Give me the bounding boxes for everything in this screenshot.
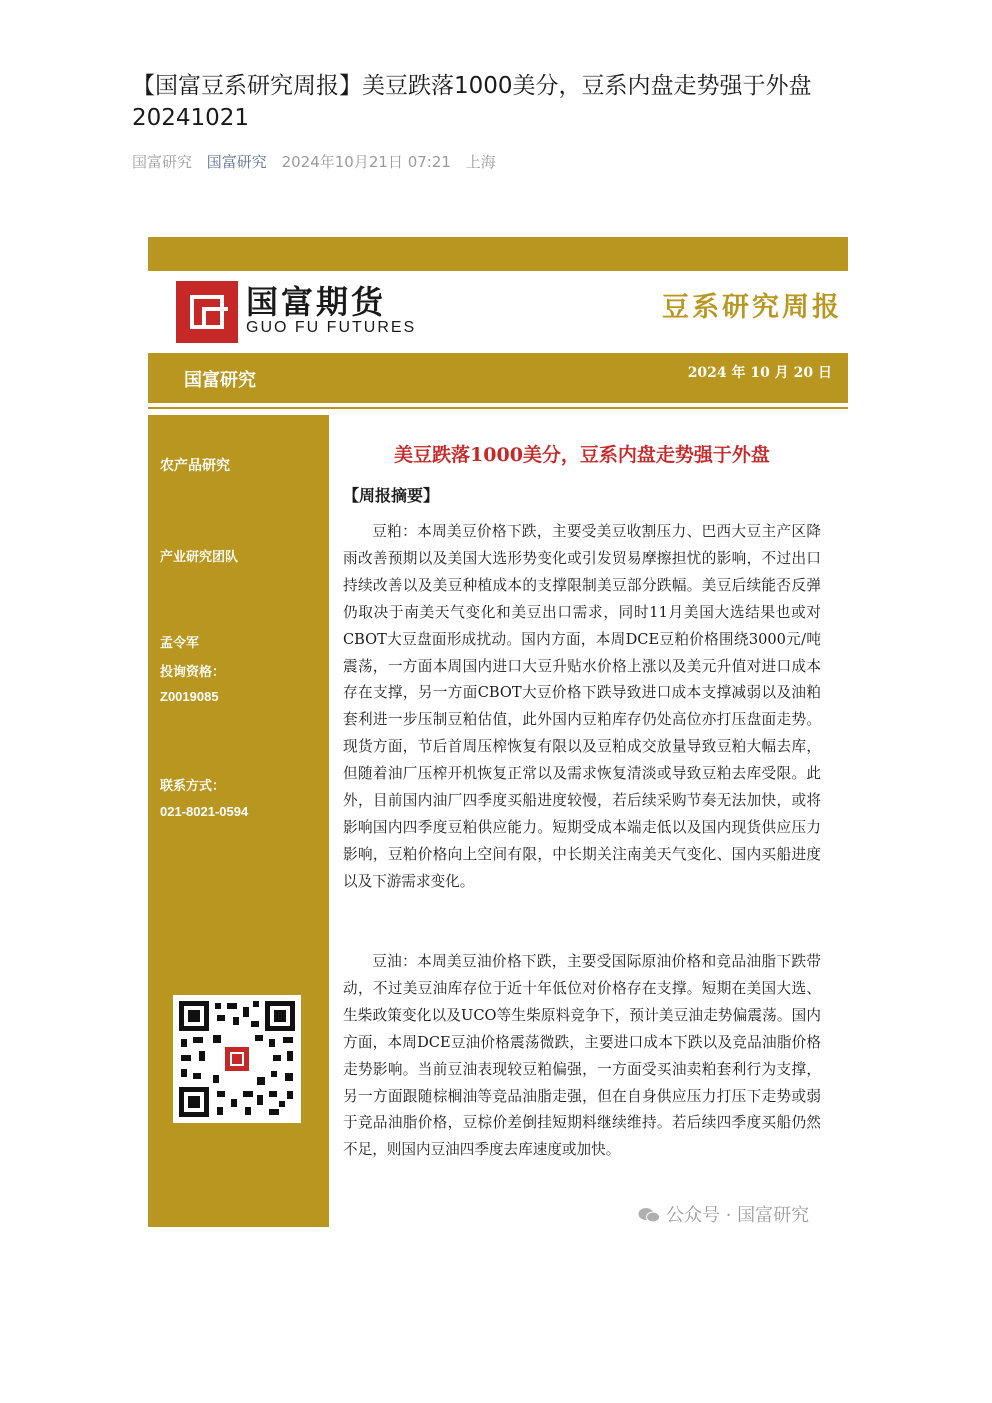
summary-label: 【周报摘要】: [343, 486, 440, 505]
watermark-text: 公众号 · 国富研究: [666, 1205, 810, 1226]
report-date: 2024 年 10 月 20 日: [687, 365, 832, 381]
location: 上海: [465, 153, 496, 171]
report-image: [148, 237, 848, 1227]
logo-chinese-name: 国富期货: [246, 283, 387, 321]
logo-english-name: GUO FU FUTURES: [246, 319, 417, 336]
qr-code-icon: [173, 995, 301, 1123]
team-label: 产业研究团队: [160, 550, 239, 565]
account-watermark: [638, 1201, 809, 1227]
publish-time: 2024年10月21日 07:21: [281, 153, 451, 171]
analyst-name: 孟令军: [160, 636, 200, 651]
article-meta: [132, 151, 506, 172]
wechat-icon: [638, 1207, 660, 1223]
soymeal-paragraph: 豆粕：本周美豆价格下跌，主要受美豆收割压力、巴西大豆主产区降雨改善预期以及美国大选形势变化或引发贸易摩擦担忧的影响，不过出口持续改善以及美豆种植成本的支撑限制美豆部分跌幅。美豆后续能否反弹仍取决于南美天气变化和美豆出口需求，同时11月美国大选结果也或对CBOT大豆盘面形成扰动。国内方面，本周DCE豆粕价格围绕3000元/吨震荡，一方面本周国内进口大豆升贴水价格上涨以及美元升值对进口成本存在支撑，另一方面CBOT大豆价格下跌导致进口成本支撑减弱以及油粕套利进一步压制豆粕估值，此外国内豆粕库存仍处高位亦打压盘面走势。现货方面，节后首周压榨恢复有限以及豆粕成交放量导致豆粕大幅去库，但随着油厂压榨开机恢复正常以及需求恢复清淡或导致豆粕去库受限。此外，目前国内油厂四季度买船进度较慢，若后续采购节奏无法加快，或将影响国内四季度豆粕供应能力。短期受成本端走低以及国内现货供应压力影响，豆粕价格向上空间有限，中长期关注南美天气变化、国内买船进度以及下游需求变化。: [343, 523, 821, 890]
report-headline: 美豆跌落1000美分，豆系内盘走势强于外盘: [394, 444, 770, 466]
report-sidebar: [148, 415, 329, 1227]
account-link[interactable]: 国富研究: [206, 153, 267, 171]
divider: [148, 407, 848, 409]
license-number: Z0019085: [160, 689, 219, 704]
phone-number: 021-8021-0594: [160, 804, 249, 819]
company-logo-icon: [176, 281, 238, 343]
soyoil-paragraph: 豆油：本周美豆油价格下跌，主要受国际原油价格和竞品油脂下跌带动，不过美豆油库存位于近十年低位对价格存在支撑。短期在美国大选、生柴政策变化以及UCO等生柴原料竞争下，预计美豆油走势偏震荡。国内方面，本周DCE豆油价格震荡微跌，主要进口成本下跌以及竞品油脂价格走势影响。当前豆油表现较豆粕偏强，一方面受买油卖粕套利行为支撑，另一方面跟随棕榈油等竞品油脂走强，但在自身供应压力打压下走势或弱于竞品油脂价格，豆棕价差倒挂短期料继续维持。若后续四季度买船仍然不足，则国内豆油四季度去库速度或加快。: [343, 953, 821, 1159]
title-band: [148, 353, 848, 403]
contact-label: 联系方式：: [160, 779, 226, 794]
band-title: 国富研究: [184, 370, 256, 391]
report-type: 豆系研究周报: [662, 292, 842, 323]
license-label: 投询资格：: [160, 665, 226, 680]
header-gold-bar: [148, 237, 848, 271]
article-title: 【国富豆系研究周报】美豆跌落1000美分，豆系内盘走势强于外盘20241021: [132, 73, 812, 131]
author: 国富研究: [132, 153, 193, 171]
logo-row: [148, 271, 848, 353]
section-label: 农产品研究: [160, 458, 230, 474]
